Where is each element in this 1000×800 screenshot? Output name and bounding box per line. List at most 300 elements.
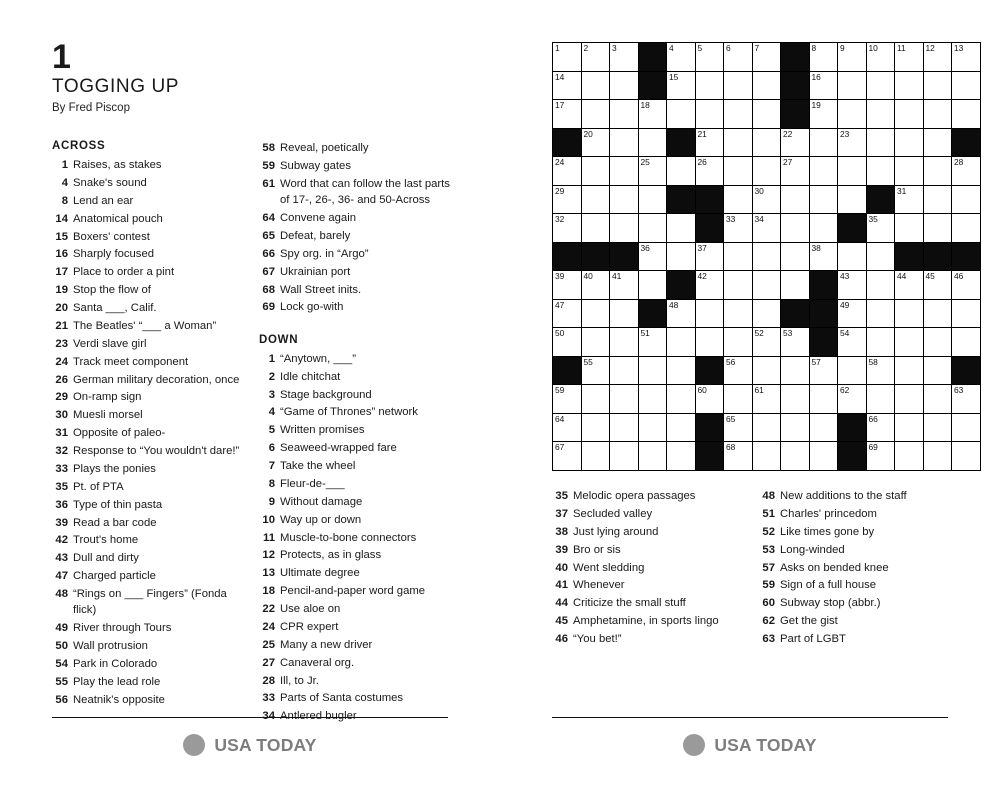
clue-text: Play the lead role	[73, 675, 161, 688]
clue-number: 37	[555, 507, 568, 520]
grid-cell[interactable]	[866, 271, 895, 300]
clue-columns-right	[552, 488, 952, 649]
grid-cell[interactable]	[610, 185, 639, 214]
clue-text: Lend an ear	[73, 194, 134, 207]
grid-cell[interactable]	[838, 71, 867, 100]
grid-cell[interactable]	[952, 185, 981, 214]
grid-cell[interactable]	[667, 242, 696, 271]
clue-item	[759, 595, 952, 611]
grid-cell[interactable]	[866, 413, 895, 442]
clue-number: 54	[55, 658, 68, 670]
grid-cell-number: 10	[868, 43, 878, 53]
grid-cell[interactable]	[610, 299, 639, 328]
grid-cell-number: 69	[868, 442, 878, 452]
clue-text: Whenever	[573, 579, 625, 592]
grid-cell[interactable]	[724, 214, 753, 243]
across-clue-list-1	[52, 157, 245, 708]
grid-cell[interactable]	[781, 385, 810, 414]
grid-cell[interactable]	[581, 128, 610, 157]
grid-cell[interactable]	[838, 43, 867, 72]
grid-cell[interactable]	[752, 356, 781, 385]
clue-item	[259, 440, 452, 456]
grid-cell[interactable]	[638, 413, 667, 442]
grid-cell[interactable]	[809, 128, 838, 157]
grid-cell[interactable]	[866, 442, 895, 471]
grid-cell[interactable]	[581, 328, 610, 357]
clue-item	[259, 458, 452, 474]
grid-cell[interactable]	[952, 71, 981, 100]
grid-cell[interactable]	[638, 128, 667, 157]
grid-cell[interactable]	[610, 413, 639, 442]
clue-text: Secluded valley	[573, 507, 653, 520]
clue-item	[259, 655, 452, 671]
clue-text: Place to order a pint	[73, 266, 175, 279]
clue-number: 58	[262, 142, 275, 154]
grid-cell[interactable]	[838, 271, 867, 300]
clue-item	[52, 550, 245, 566]
grid-cell[interactable]	[724, 299, 753, 328]
grid-block-cell	[695, 214, 724, 243]
grid-cell[interactable]	[724, 185, 753, 214]
grid-cell-number: 17	[555, 100, 565, 110]
grid-cell[interactable]	[610, 271, 639, 300]
clue-item	[552, 488, 745, 504]
grid-block-cell	[781, 71, 810, 100]
clue-number: 44	[555, 597, 568, 610]
grid-cell[interactable]	[866, 128, 895, 157]
grid-cell[interactable]	[553, 71, 582, 100]
grid-cell[interactable]	[838, 128, 867, 157]
grid-cell[interactable]	[553, 328, 582, 357]
grid-cell[interactable]	[895, 328, 924, 357]
grid-cell[interactable]	[581, 185, 610, 214]
grid-cell[interactable]	[581, 214, 610, 243]
grid-cell[interactable]	[895, 100, 924, 129]
clue-item	[259, 158, 452, 174]
grid-cell-number: 36	[640, 242, 650, 253]
grid-cell[interactable]	[866, 356, 895, 385]
grid-cell[interactable]	[724, 271, 753, 300]
grid-cell[interactable]	[638, 242, 667, 271]
clue-text: Spy org. in “Argo”	[280, 247, 369, 260]
grid-cell-number: 19	[811, 100, 821, 110]
grid-cell[interactable]	[809, 242, 838, 271]
grid-cell[interactable]	[553, 100, 582, 129]
grid-cell[interactable]	[581, 356, 610, 385]
grid-cell[interactable]	[866, 242, 895, 271]
grid-cell[interactable]	[866, 385, 895, 414]
clue-number: 11	[263, 531, 275, 544]
grid-cell[interactable]	[667, 100, 696, 129]
grid-cell[interactable]	[610, 385, 639, 414]
grid-cell[interactable]	[895, 299, 924, 328]
clue-item	[52, 674, 245, 690]
grid-cell-number: 9	[840, 43, 845, 53]
grid-block-cell	[695, 356, 724, 385]
grid-cell[interactable]	[752, 385, 781, 414]
clue-number: 49	[55, 622, 68, 635]
grid-cell[interactable]	[752, 328, 781, 357]
grid-cell[interactable]	[923, 271, 952, 300]
grid-cell-number: 20	[583, 128, 593, 139]
grid-cell[interactable]	[724, 413, 753, 442]
grid-cell[interactable]	[952, 271, 981, 300]
grid-cell[interactable]	[581, 385, 610, 414]
grid-cell[interactable]	[610, 43, 639, 72]
grid-cell[interactable]	[695, 271, 724, 300]
grid-cell[interactable]	[610, 71, 639, 100]
grid-cell[interactable]	[553, 43, 582, 72]
grid-cell[interactable]	[866, 71, 895, 100]
clue-number: 55	[55, 675, 68, 688]
grid-cell[interactable]	[923, 442, 952, 471]
grid-cell[interactable]	[781, 157, 810, 186]
grid-cell[interactable]	[695, 328, 724, 357]
grid-cell[interactable]	[838, 185, 867, 214]
grid-cell[interactable]	[724, 71, 753, 100]
clue-item	[52, 586, 245, 619]
grid-cell[interactable]	[724, 356, 753, 385]
clue-item	[259, 264, 452, 280]
grid-cell[interactable]	[752, 71, 781, 100]
clue-item	[259, 351, 452, 367]
clue-item	[52, 318, 245, 334]
grid-cell[interactable]	[781, 271, 810, 300]
grid-cell[interactable]	[781, 214, 810, 243]
grid-cell[interactable]	[838, 385, 867, 414]
grid-cell[interactable]	[581, 442, 610, 471]
grid-cell[interactable]	[923, 185, 952, 214]
clue-text: Boxers' contest	[73, 230, 150, 243]
grid-cell[interactable]	[781, 442, 810, 471]
grid-cell-number: 56	[726, 356, 736, 367]
grid-cell[interactable]	[752, 442, 781, 471]
grid-cell-number: 21	[697, 128, 707, 139]
grid-cell[interactable]	[809, 43, 838, 72]
clue-text: Stage background	[280, 388, 372, 401]
grid-block-cell	[809, 299, 838, 328]
clue-number: 34	[262, 710, 275, 723]
clue-column-across-1	[52, 140, 245, 726]
grid-block-cell	[952, 128, 981, 157]
grid-cell[interactable]	[695, 71, 724, 100]
grid-cell[interactable]	[923, 43, 952, 72]
grid-cell[interactable]	[752, 271, 781, 300]
grid-cell[interactable]	[895, 185, 924, 214]
clue-number: 30	[55, 409, 68, 422]
grid-cell[interactable]	[553, 442, 582, 471]
grid-cell[interactable]	[610, 157, 639, 186]
grid-cell[interactable]	[553, 271, 582, 300]
grid-cell[interactable]	[923, 413, 952, 442]
clue-item	[259, 404, 452, 420]
grid-cell[interactable]	[895, 71, 924, 100]
grid-cell[interactable]	[752, 100, 781, 129]
grid-cell[interactable]	[866, 214, 895, 243]
grid-cell[interactable]	[667, 71, 696, 100]
grid-cell[interactable]	[952, 157, 981, 186]
down-clue-list-2	[552, 488, 745, 647]
clue-number: 40	[555, 561, 568, 574]
grid-cell[interactable]	[724, 128, 753, 157]
grid-cell[interactable]	[724, 328, 753, 357]
grid-cell[interactable]	[838, 242, 867, 271]
grid-cell[interactable]	[695, 100, 724, 129]
grid-cell[interactable]	[724, 157, 753, 186]
grid-cell-number: 22	[783, 128, 793, 139]
clue-number: 63	[762, 633, 775, 645]
grid-cell[interactable]	[553, 385, 582, 414]
clue-text: Bro or sis	[573, 543, 621, 556]
grid-row	[553, 100, 981, 129]
grid-cell[interactable]	[809, 100, 838, 129]
grid-cell[interactable]	[667, 385, 696, 414]
grid-cell[interactable]	[809, 442, 838, 471]
grid-cell[interactable]	[638, 328, 667, 357]
grid-cell[interactable]	[610, 442, 639, 471]
grid-cell[interactable]	[581, 157, 610, 186]
grid-cell[interactable]	[553, 185, 582, 214]
clue-text: Pencil-and-paper word game	[280, 585, 426, 598]
grid-cell[interactable]	[581, 43, 610, 72]
grid-cell[interactable]	[952, 385, 981, 414]
grid-cell[interactable]	[638, 157, 667, 186]
grid-row	[553, 299, 981, 328]
grid-cell[interactable]	[923, 100, 952, 129]
grid-cell[interactable]	[724, 100, 753, 129]
grid-cell[interactable]	[895, 271, 924, 300]
grid-cell[interactable]	[695, 385, 724, 414]
grid-cell[interactable]	[581, 271, 610, 300]
grid-cell[interactable]	[923, 157, 952, 186]
grid-cell[interactable]	[895, 385, 924, 414]
clue-text: Santa ___, Calif.	[73, 302, 157, 314]
grid-cell[interactable]	[952, 328, 981, 357]
grid-cell[interactable]	[724, 385, 753, 414]
grid-cell-number: 54	[840, 328, 850, 338]
grid-cell[interactable]	[952, 413, 981, 442]
grid-cell[interactable]	[923, 356, 952, 385]
grid-cell[interactable]	[752, 214, 781, 243]
grid-cell[interactable]	[667, 157, 696, 186]
clue-text: German military decoration, once	[73, 373, 240, 386]
grid-cell-number: 29	[555, 185, 565, 196]
clue-number: 67	[262, 265, 275, 278]
grid-cell[interactable]	[752, 299, 781, 328]
grid-cell[interactable]	[581, 71, 610, 100]
grid-cell[interactable]	[724, 43, 753, 72]
clue-number: 18	[262, 585, 275, 598]
grid-cell-number: 31	[897, 185, 907, 196]
grid-cell[interactable]	[695, 43, 724, 72]
grid-cell[interactable]	[809, 413, 838, 442]
grid-cell[interactable]	[781, 356, 810, 385]
grid-cell[interactable]	[838, 100, 867, 129]
clue-item	[52, 211, 245, 227]
grid-cell[interactable]	[752, 157, 781, 186]
grid-cell[interactable]	[638, 214, 667, 243]
grid-cell[interactable]	[610, 328, 639, 357]
grid-cell[interactable]	[581, 299, 610, 328]
grid-cell[interactable]	[695, 299, 724, 328]
grid-cell[interactable]	[752, 128, 781, 157]
grid-cell[interactable]	[638, 271, 667, 300]
down-clue-list-3	[759, 488, 952, 647]
grid-cell-number: 14	[555, 71, 565, 82]
grid-row	[553, 271, 981, 300]
grid-cell[interactable]	[866, 157, 895, 186]
clue-number: 13	[262, 567, 275, 580]
grid-cell[interactable]	[610, 356, 639, 385]
grid-cell[interactable]	[866, 43, 895, 72]
grid-cell[interactable]	[610, 100, 639, 129]
grid-cell-number: 28	[954, 157, 964, 167]
grid-cell[interactable]	[581, 100, 610, 129]
grid-cell[interactable]	[695, 157, 724, 186]
grid-cell[interactable]	[809, 214, 838, 243]
grid-cell[interactable]	[895, 356, 924, 385]
grid-cell[interactable]	[752, 413, 781, 442]
grid-cell[interactable]	[638, 185, 667, 214]
grid-cell-number: 44	[897, 271, 907, 281]
grid-cell[interactable]	[695, 242, 724, 271]
grid-cell[interactable]	[610, 128, 639, 157]
clue-item	[259, 369, 452, 385]
grid-cell[interactable]	[553, 413, 582, 442]
grid-cell[interactable]	[667, 299, 696, 328]
grid-cell[interactable]	[923, 71, 952, 100]
clue-item	[759, 631, 952, 647]
grid-cell[interactable]	[895, 442, 924, 471]
grid-cell[interactable]	[667, 328, 696, 357]
clue-text: Stop the flow of	[73, 284, 151, 297]
grid-cell[interactable]	[895, 214, 924, 243]
clue-text: Park in Colorado	[73, 658, 158, 670]
clue-text: Fleur-de-___	[280, 477, 345, 490]
grid-cell-number: 65	[726, 413, 736, 424]
grid-cell[interactable]	[781, 242, 810, 271]
grid-cell[interactable]	[838, 299, 867, 328]
grid-cell[interactable]	[724, 242, 753, 271]
clue-number: 4	[61, 176, 68, 189]
grid-cell[interactable]	[638, 100, 667, 129]
grid-cell[interactable]	[952, 442, 981, 471]
logo-text: USA TODAY	[714, 734, 817, 755]
grid-cell[interactable]	[752, 43, 781, 72]
grid-cell[interactable]	[752, 242, 781, 271]
grid-cell-number: 18	[640, 100, 650, 110]
grid-cell[interactable]	[809, 385, 838, 414]
grid-cell[interactable]	[553, 157, 582, 186]
grid-cell[interactable]	[895, 157, 924, 186]
grid-cell[interactable]	[923, 385, 952, 414]
grid-cell-number: 67	[555, 442, 565, 452]
grid-cell[interactable]	[923, 328, 952, 357]
grid-cell[interactable]	[923, 299, 952, 328]
grid-cell[interactable]	[781, 128, 810, 157]
usa-today-logo-right	[683, 734, 816, 756]
grid-cell[interactable]	[809, 71, 838, 100]
grid-cell[interactable]	[667, 413, 696, 442]
grid-cell[interactable]	[952, 100, 981, 129]
clue-number: 1	[61, 159, 68, 171]
clue-text: Plays the ponies	[73, 462, 156, 475]
clue-number: 36	[55, 498, 68, 511]
grid-cell[interactable]	[895, 128, 924, 157]
grid-cell[interactable]	[866, 100, 895, 129]
grid-cell[interactable]	[638, 385, 667, 414]
grid-cell[interactable]	[838, 356, 867, 385]
grid-cell-number: 64	[555, 413, 565, 424]
grid-cell[interactable]	[809, 157, 838, 186]
grid-cell[interactable]	[724, 442, 753, 471]
grid-cell-number: 62	[840, 385, 850, 395]
clue-item	[552, 631, 745, 647]
grid-cell[interactable]	[838, 328, 867, 357]
clue-text: Sharply focused	[73, 248, 155, 261]
grid-cell[interactable]	[781, 413, 810, 442]
clue-number: 9	[268, 495, 275, 508]
grid-cell[interactable]	[638, 356, 667, 385]
grid-cell-number: 41	[612, 271, 622, 281]
grid-cell-number: 1	[555, 43, 560, 53]
grid-cell[interactable]	[866, 328, 895, 357]
grid-cell[interactable]	[553, 299, 582, 328]
grid-cell[interactable]	[667, 43, 696, 72]
clue-number: 27	[262, 656, 275, 669]
grid-cell[interactable]	[638, 442, 667, 471]
across-clue-list-2	[259, 140, 452, 316]
puzzle-number: 1	[52, 38, 71, 76]
grid-cell[interactable]	[752, 185, 781, 214]
grid-cell[interactable]	[667, 214, 696, 243]
grid-cell-number: 40	[583, 271, 593, 281]
grid-cell[interactable]	[781, 328, 810, 357]
grid-cell[interactable]	[952, 214, 981, 243]
grid-cell[interactable]	[866, 299, 895, 328]
grid-cell[interactable]	[952, 43, 981, 72]
grid-cell[interactable]	[895, 43, 924, 72]
grid-cell[interactable]	[581, 413, 610, 442]
grid-cell[interactable]	[610, 214, 639, 243]
grid-block-cell	[895, 242, 924, 271]
grid-cell[interactable]	[895, 413, 924, 442]
grid-row	[553, 413, 981, 442]
clue-number: 26	[55, 373, 68, 386]
grid-cell[interactable]	[667, 442, 696, 471]
grid-cell-number: 30	[754, 185, 764, 196]
grid-cell[interactable]	[809, 356, 838, 385]
crossword-grid[interactable]	[552, 42, 981, 471]
grid-cell-number: 27	[783, 157, 793, 167]
grid-cell[interactable]	[781, 185, 810, 214]
grid-cell[interactable]	[952, 299, 981, 328]
grid-block-cell	[638, 299, 667, 328]
grid-cell[interactable]	[838, 157, 867, 186]
grid-cell-number: 66	[868, 413, 878, 424]
grid-cell[interactable]	[923, 214, 952, 243]
grid-cell[interactable]	[553, 214, 582, 243]
clue-text: Went sledding	[573, 561, 645, 574]
grid-cell[interactable]	[809, 185, 838, 214]
grid-cell[interactable]	[667, 356, 696, 385]
grid-cell[interactable]	[923, 128, 952, 157]
clue-text: Pt. of PTA	[73, 480, 124, 493]
clue-text: Defeat, barely	[280, 229, 351, 242]
clue-item	[259, 583, 452, 599]
clue-number: 35	[555, 490, 568, 502]
grid-cell[interactable]	[695, 128, 724, 157]
